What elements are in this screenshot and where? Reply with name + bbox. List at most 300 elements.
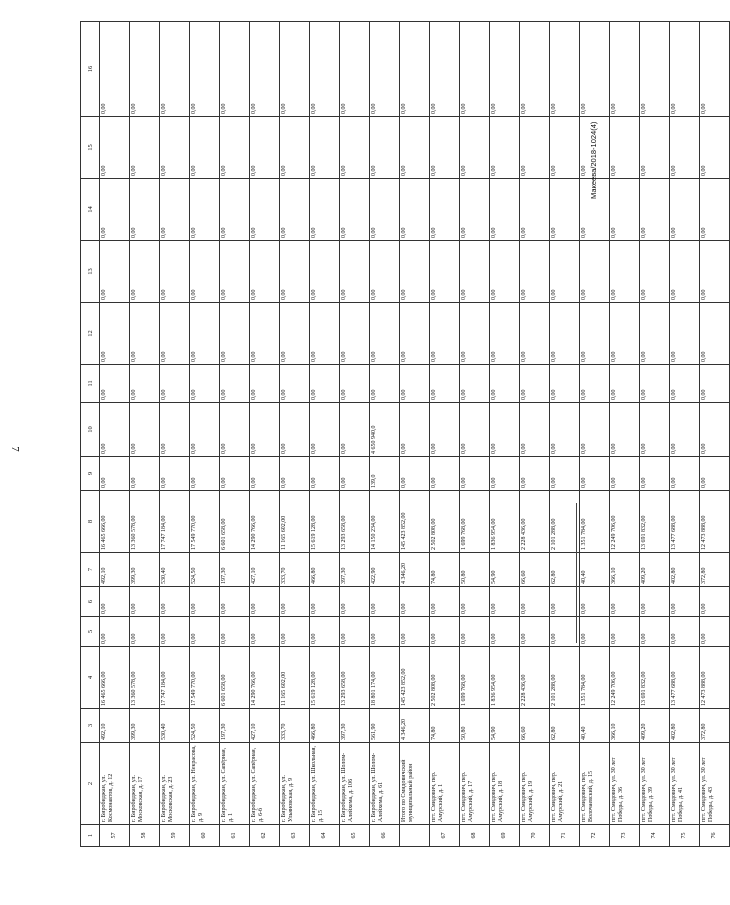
table-cell: 0,00 <box>370 365 400 403</box>
table-cell: 0,00 <box>520 22 550 117</box>
table-total-row <box>400 22 430 847</box>
table-cell: 2 101 288,00 <box>550 647 580 709</box>
table-cell: 0,00 <box>550 303 580 365</box>
table-cell: 0,00 <box>190 617 220 647</box>
table-cell: 0,00 <box>340 365 370 403</box>
table-cell: 0,00 <box>580 365 610 403</box>
table-cell: 62 <box>250 825 280 847</box>
table-cell: 0,00 <box>160 241 190 303</box>
table-cell: 0,00 <box>160 617 190 647</box>
table-cell: 0,00 <box>670 403 700 457</box>
table-cell: 0,00 <box>250 303 280 365</box>
table-cell: 0,00 <box>370 241 400 303</box>
table-cell: 0,00 <box>310 241 340 303</box>
table-cell: 0,00 <box>280 241 310 303</box>
table-cell: 13 360 578,00 <box>130 491 160 553</box>
table-cell: 0,00 <box>130 241 160 303</box>
table-cell: 0,00 <box>430 457 460 491</box>
table-cell: 0,00 <box>610 22 640 117</box>
table-cell: 0,00 <box>610 117 640 179</box>
table-cell: 63 <box>280 825 310 847</box>
table-cell: г. Биробиджан, ул. Шолом-Алейхема, д. 61 <box>370 743 400 825</box>
table-cell: 0,00 <box>520 241 550 303</box>
table-cell: 0,00 <box>220 457 250 491</box>
table-cell: 0,00 <box>280 457 310 491</box>
table-cell: 0,00 <box>490 303 520 365</box>
table-cell: 466,80 <box>310 553 340 587</box>
table-cell: 0,00 <box>100 617 130 647</box>
table-cell: 0,00 <box>580 617 610 647</box>
table-cell: 0,00 <box>400 457 430 491</box>
table-cell: 0,00 <box>640 303 670 365</box>
table-cell: 0,00 <box>340 403 370 457</box>
table-cell: 13 691 832,00 <box>640 491 670 553</box>
table-cell: 14 290 766,00 <box>250 647 280 709</box>
table-cell: пгт. Смидович, ул. 30 лет Победы, д. 41 <box>670 743 700 825</box>
table-cell: 0,00 <box>430 587 460 617</box>
table-cell: 0,00 <box>490 117 520 179</box>
table-cell: 0,00 <box>340 457 370 491</box>
table-cell: г. Биробиджан, ул. Космонавтов, д. 12 <box>100 743 130 825</box>
table-cell: 66 <box>370 825 400 847</box>
table-cell: 422,90 <box>370 553 400 587</box>
table-cell: 0,00 <box>340 179 370 241</box>
signature-line <box>576 503 577 643</box>
table-cell: 0,00 <box>640 179 670 241</box>
table-cell: 366,10 <box>610 553 640 587</box>
table-cell: 0,00 <box>160 457 190 491</box>
table-cell: 0,00 <box>400 403 430 457</box>
table-row <box>340 22 370 847</box>
table-cell: 15 619 128,00 <box>310 647 340 709</box>
table-cell: 402,80 <box>670 553 700 587</box>
table-cell: 0,00 <box>580 22 610 117</box>
table-cell: 69 <box>490 825 520 847</box>
table-row <box>220 22 250 847</box>
table-cell: 14 150 234,00 <box>370 491 400 553</box>
table-cell: 0,00 <box>520 365 550 403</box>
table-cell: 0,00 <box>670 303 700 365</box>
table-cell: 0,00 <box>430 179 460 241</box>
table-row <box>670 22 700 847</box>
table-cell: 0,00 <box>310 457 340 491</box>
table-cell: 17 747 184,00 <box>160 647 190 709</box>
table-cell: 0,00 <box>160 403 190 457</box>
table-cell: 0,00 <box>100 587 130 617</box>
table-cell: 0,00 <box>610 303 640 365</box>
table-cell: 0,00 <box>220 303 250 365</box>
table-cell: 197,30 <box>220 553 250 587</box>
table-cell: 74,80 <box>430 553 460 587</box>
table-cell: 0,00 <box>130 303 160 365</box>
table-cell: 62,80 <box>550 709 580 743</box>
table-cell: 0,00 <box>310 403 340 457</box>
table-row <box>130 22 160 847</box>
table-cell: 145 423 852,00 <box>400 647 430 709</box>
table-cell: 0,00 <box>490 403 520 457</box>
table-cell: 0,00 <box>280 117 310 179</box>
table-cell: 0,00 <box>370 303 400 365</box>
table-cell: 0,00 <box>220 403 250 457</box>
table-cell: 0,00 <box>430 22 460 117</box>
table-cell: 1 351 784,00 <box>580 491 610 553</box>
table-cell: 0,00 <box>490 617 520 647</box>
table-cell: 0,00 <box>340 587 370 617</box>
table-cell: г. Биробиджан, ул. Сапёрная, д. 6-б <box>250 743 280 825</box>
table-cell: 0,00 <box>640 365 670 403</box>
table-cell: 0,00 <box>700 117 730 179</box>
table-cell: 0,00 <box>160 117 190 179</box>
table-cell: 0,00 <box>670 617 700 647</box>
table-cell: 0,00 <box>700 403 730 457</box>
table-cell: 65 <box>340 825 370 847</box>
table-cell: 0,00 <box>220 587 250 617</box>
table-cell: 0,00 <box>160 179 190 241</box>
table-cell: 0,00 <box>190 241 220 303</box>
table-cell: 13 293 658,00 <box>340 647 370 709</box>
table-cell: 17 747 184,00 <box>160 491 190 553</box>
table-cell: 0,00 <box>190 179 220 241</box>
table-cell: 0,00 <box>430 403 460 457</box>
table-cell: 0,00 <box>550 457 580 491</box>
table-cell: 0,00 <box>460 22 490 117</box>
table-cell: 50,80 <box>460 553 490 587</box>
table-cell: 0,00 <box>340 241 370 303</box>
table-cell: 0,00 <box>220 365 250 403</box>
table-cell: 0,00 <box>130 179 160 241</box>
table-cell: 0,00 <box>310 617 340 647</box>
table-cell: 0,00 <box>250 587 280 617</box>
table-cell: 399,30 <box>130 709 160 743</box>
table-cell: 0,00 <box>460 303 490 365</box>
table-cell: 0,00 <box>640 117 670 179</box>
table-cell: 68 <box>460 825 490 847</box>
table-cell: 0,00 <box>220 241 250 303</box>
table-cell: 0,00 <box>130 22 160 117</box>
table-cell: 0,00 <box>460 457 490 491</box>
table-cell: 60 <box>190 825 220 847</box>
table-cell: 0,00 <box>100 457 130 491</box>
table-cell: 0,00 <box>550 403 580 457</box>
table-cell: 0,00 <box>340 22 370 117</box>
column-number-cell: 4 <box>81 647 100 709</box>
table-cell: 12 249 706,00 <box>610 647 640 709</box>
table-cell: 0,00 <box>400 22 430 117</box>
table-cell: 0,00 <box>610 365 640 403</box>
table-cell: 0,00 <box>280 179 310 241</box>
table-cell: 12 249 706,00 <box>610 491 640 553</box>
table-cell: 0,00 <box>310 587 340 617</box>
table-cell: 0,00 <box>520 587 550 617</box>
table-row <box>370 22 400 847</box>
table-cell: 0,00 <box>580 303 610 365</box>
table-cell: 0,00 <box>610 241 640 303</box>
table-row <box>550 22 580 847</box>
table-cell: пгт. Смидович, пер. Амурский, д. 17 <box>460 743 490 825</box>
table-cell: 0,00 <box>280 403 310 457</box>
table-cell: 0,00 <box>610 179 640 241</box>
table-cell: 372,80 <box>700 709 730 743</box>
table-cell: 0,00 <box>550 117 580 179</box>
table-cell: 397,30 <box>340 553 370 587</box>
table-cell: 0,00 <box>400 241 430 303</box>
table-cell: 0,00 <box>460 587 490 617</box>
table-cell: 71 <box>550 825 580 847</box>
table-cell: 0,00 <box>490 179 520 241</box>
table-cell: 0,00 <box>400 179 430 241</box>
table-cell: 66,60 <box>520 553 550 587</box>
table-cell: 0,00 <box>700 617 730 647</box>
table-cell: 0,00 <box>220 117 250 179</box>
table-cell: 0,00 <box>100 365 130 403</box>
table-cell: 0,00 <box>130 117 160 179</box>
table-cell: 54,90 <box>490 709 520 743</box>
table-cell: 0,00 <box>250 179 280 241</box>
table-cell: 0,00 <box>550 179 580 241</box>
table-cell: 0,00 <box>310 179 340 241</box>
table-row <box>640 22 670 847</box>
table-cell: 0,00 <box>400 617 430 647</box>
table-row <box>490 22 520 847</box>
table-cell: 0,00 <box>430 241 460 303</box>
table-cell: 0,00 <box>670 179 700 241</box>
table-cell: 492,10 <box>100 709 130 743</box>
table-cell: 6 601 658,00 <box>220 491 250 553</box>
table-cell: 0,00 <box>250 22 280 117</box>
table-cell: 1 836 954,00 <box>490 647 520 709</box>
table-cell: 372,80 <box>700 553 730 587</box>
table-cell: 397,30 <box>340 709 370 743</box>
table-cell: 40,40 <box>580 553 610 587</box>
table-cell: 0,00 <box>280 617 310 647</box>
table-cell: 0,00 <box>640 457 670 491</box>
table-cell: 0,00 <box>100 303 130 365</box>
table-cell: 0,00 <box>130 587 160 617</box>
table-cell: 0,00 <box>550 241 580 303</box>
table-cell: 2 502 808,00 <box>430 647 460 709</box>
table-cell: 11 165 602,00 <box>280 647 310 709</box>
table-cell: 76 <box>700 825 730 847</box>
table-cell: 139,0 <box>370 457 400 491</box>
document-code <box>589 14 603 867</box>
table-cell: 14 290 766,00 <box>250 491 280 553</box>
table-cell: 0,00 <box>580 403 610 457</box>
table-cell: 197,30 <box>220 709 250 743</box>
table-cell: 0,00 <box>130 617 160 647</box>
table-cell: 11 165 602,00 <box>280 491 310 553</box>
table-cell: 0,00 <box>670 365 700 403</box>
column-number-cell: 7 <box>81 553 100 587</box>
table-cell: 0,00 <box>250 617 280 647</box>
table-cell: 2 101 288,00 <box>550 491 580 553</box>
table-row <box>100 22 130 847</box>
table-cell: г. Биробиджан, ул. Некрасова, д. 9 <box>190 743 220 825</box>
table-cell: 0,00 <box>160 22 190 117</box>
table-cell: 0,00 <box>430 117 460 179</box>
table-cell: 333,70 <box>280 553 310 587</box>
table-cell: 333,70 <box>280 709 310 743</box>
table-cell: 0,00 <box>700 179 730 241</box>
table-cell: 0,00 <box>520 617 550 647</box>
column-number-cell: 1 <box>81 825 100 847</box>
table-cell: 0,00 <box>490 241 520 303</box>
table-cell: 75 <box>670 825 700 847</box>
table-cell: 13 691 832,00 <box>640 647 670 709</box>
column-number-cell: 10 <box>81 403 100 457</box>
table-cell: 0,00 <box>190 587 220 617</box>
table-cell: 0,00 <box>190 117 220 179</box>
column-number-cell: 16 <box>81 22 100 117</box>
table-cell: 0,00 <box>580 179 610 241</box>
table-cell: 0,00 <box>310 303 340 365</box>
table-cell: 0,00 <box>250 241 280 303</box>
table-cell: 0,00 <box>580 587 610 617</box>
table-cell: 1 699 768,00 <box>460 647 490 709</box>
table-cell: 466,80 <box>310 709 340 743</box>
table-cell: 0,00 <box>520 457 550 491</box>
table-cell: 0,00 <box>700 587 730 617</box>
table-cell: 0,00 <box>460 179 490 241</box>
table-cell: 0,00 <box>550 22 580 117</box>
table-cell: 1 836 954,00 <box>490 491 520 553</box>
table-cell: 13 360 578,00 <box>130 647 160 709</box>
table-cell: 0,00 <box>670 457 700 491</box>
table-cell: 0,00 <box>160 587 190 617</box>
column-number-cell: 8 <box>81 491 100 553</box>
table-cell: 13 477 688,00 <box>670 491 700 553</box>
table-cell: 145 423 852,00 <box>400 491 430 553</box>
table-cell: 0,00 <box>400 587 430 617</box>
table-cell: 524,50 <box>190 709 220 743</box>
column-number-cell: 9 <box>81 457 100 491</box>
table-row <box>520 22 550 847</box>
table-cell: 13 477 688,00 <box>670 647 700 709</box>
table-cell: 0,00 <box>490 22 520 117</box>
table-cell: 0,00 <box>220 617 250 647</box>
table-cell: 0,00 <box>100 403 130 457</box>
table-cell: 0,00 <box>370 117 400 179</box>
table-cell: 0,00 <box>100 241 130 303</box>
table-row <box>700 22 730 847</box>
column-number-cell: 12 <box>81 303 100 365</box>
table-cell: 0,00 <box>490 365 520 403</box>
table-row <box>610 22 640 847</box>
table-cell: 54,90 <box>490 553 520 587</box>
table-cell: 4 650 940,0 <box>370 403 400 457</box>
table-cell: 18 801 174,00 <box>370 647 400 709</box>
column-number-cell: 13 <box>81 241 100 303</box>
table-cell: 0,00 <box>190 403 220 457</box>
table-cell: 0,00 <box>700 365 730 403</box>
table-cell: г. Биробиджан, ул. Московская, д. 23 <box>160 743 190 825</box>
table-cell: 6 601 658,00 <box>220 647 250 709</box>
table-cell: 530,40 <box>160 709 190 743</box>
table-cell: 70 <box>520 825 550 847</box>
table-cell: 530,40 <box>160 553 190 587</box>
table-cell: г. Биробиджан, ул. Шолом-Алейхема, д. 106 <box>340 743 370 825</box>
table-row <box>250 22 280 847</box>
table-cell: 2 228 436,00 <box>520 647 550 709</box>
table-cell: 0,00 <box>670 241 700 303</box>
table-cell: 409,20 <box>640 553 670 587</box>
table-cell: 0,00 <box>340 303 370 365</box>
table-cell: 0,00 <box>430 303 460 365</box>
table-cell: 0,00 <box>370 179 400 241</box>
table-cell: 17 549 770,00 <box>190 647 220 709</box>
table-cell: 16 465 666,00 <box>100 491 130 553</box>
table-cell: 0,00 <box>520 179 550 241</box>
table-cell: г. Биробиджан, ул. Московская, д. 17 <box>130 743 160 825</box>
table-cell: 399,30 <box>130 553 160 587</box>
table-cell: 0,00 <box>460 365 490 403</box>
table-cell <box>400 825 430 847</box>
table-cell: 0,00 <box>280 587 310 617</box>
table-cell: 0,00 <box>250 117 280 179</box>
document-code-text: Макеева/2018-1024(4) <box>589 121 598 199</box>
table-cell: 0,00 <box>460 403 490 457</box>
table-cell: 17 549 770,00 <box>190 491 220 553</box>
table-cell: 0,00 <box>130 457 160 491</box>
table-row <box>190 22 220 847</box>
table-cell: 0,00 <box>250 457 280 491</box>
table-cell: 0,00 <box>700 241 730 303</box>
table-cell: 0,00 <box>280 22 310 117</box>
table-cell: пгт. Смидович, ул. 30 лет Победы, д. 43 <box>700 743 730 825</box>
table-cell: 61 <box>220 825 250 847</box>
table-body <box>81 22 730 847</box>
column-number-cell: 15 <box>81 117 100 179</box>
table-cell: 0,00 <box>610 457 640 491</box>
table-cell: 2 228 436,00 <box>520 491 550 553</box>
table-cell: 0,00 <box>700 457 730 491</box>
table-cell: пгт. Смидович, пер. Амурский, д. 21 <box>550 743 580 825</box>
table-cell: 0,00 <box>130 403 160 457</box>
table-cell: 0,00 <box>400 303 430 365</box>
column-number-cell: 14 <box>81 179 100 241</box>
table-cell: 0,00 <box>370 587 400 617</box>
table-cell: 0,00 <box>130 365 160 403</box>
table-cell: 0,00 <box>640 617 670 647</box>
table-cell: г. Биробиджан, ул. Школьная, д. 15 <box>310 743 340 825</box>
table-row <box>280 22 310 847</box>
table-cell: 12 473 888,00 <box>700 647 730 709</box>
column-number-row <box>81 22 100 847</box>
table-cell: 15 619 128,00 <box>310 491 340 553</box>
table-cell: 0,00 <box>670 117 700 179</box>
table-cell: 402,80 <box>670 709 700 743</box>
table-cell: 0,00 <box>700 303 730 365</box>
table-cell: 0,00 <box>640 587 670 617</box>
table-cell: 0,00 <box>310 365 340 403</box>
table-cell: 16 465 666,00 <box>100 647 130 709</box>
table-cell: пгт. Смидович, пер. Волочаевский, д. 15 <box>580 743 610 825</box>
table-cell: 0,00 <box>400 117 430 179</box>
table-row <box>160 22 190 847</box>
table-cell: 0,00 <box>640 403 670 457</box>
table-cell: Итого по Смидовичский муниципальный район <box>400 743 430 825</box>
table-cell: 427,10 <box>250 553 280 587</box>
table-cell: 0,00 <box>640 22 670 117</box>
table-cell: 366,10 <box>610 709 640 743</box>
table-cell: 73 <box>610 825 640 847</box>
table-cell: 0,00 <box>370 22 400 117</box>
table-cell: 4 346,20 <box>400 709 430 743</box>
column-number-cell: 11 <box>81 365 100 403</box>
table-row <box>460 22 490 847</box>
housing-repair-table <box>80 21 730 847</box>
table-cell: пгт. Смидович, пер. Амурский, д. 1 <box>430 743 460 825</box>
table-cell: 0,00 <box>430 617 460 647</box>
